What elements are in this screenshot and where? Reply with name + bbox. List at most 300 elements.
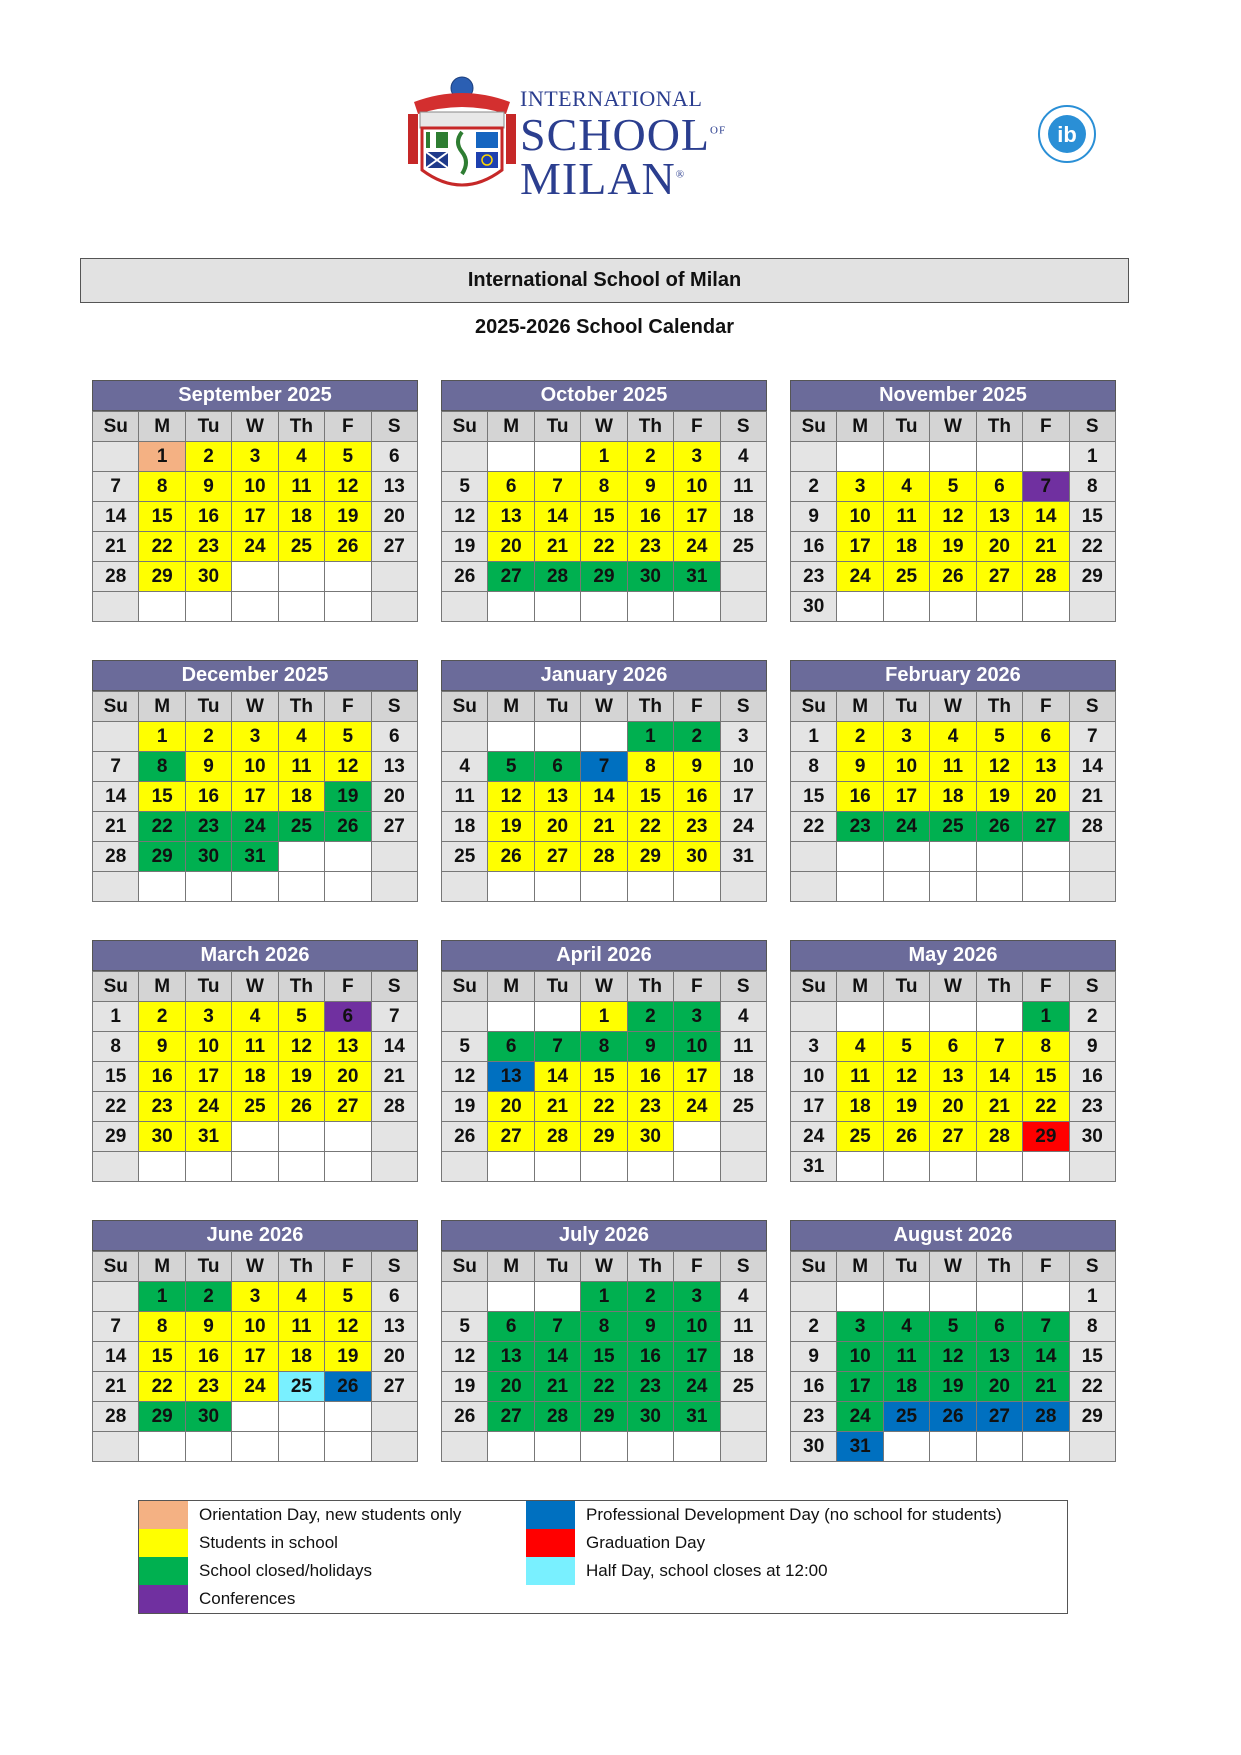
- day-cell: 28: [1069, 812, 1115, 842]
- day-cell: 15: [581, 1062, 627, 1092]
- day-cell: [720, 562, 766, 592]
- day-cell: 19: [325, 782, 371, 812]
- month-calendar: [790, 940, 1116, 1182]
- day-cell: 20: [371, 1342, 417, 1372]
- day-cell: [581, 592, 627, 622]
- day-cell: 4: [232, 1002, 278, 1032]
- week-row: [93, 532, 418, 562]
- day-cell: 6: [488, 472, 534, 502]
- weekday-header: S: [1069, 412, 1115, 442]
- day-cell: 28: [534, 562, 580, 592]
- day-cell: 20: [976, 1372, 1022, 1402]
- week-row: [442, 872, 767, 902]
- day-cell: 26: [442, 1402, 488, 1432]
- day-cell: 9: [139, 1032, 185, 1062]
- month-title: December 2025: [92, 660, 418, 691]
- weekday-header: Th: [627, 692, 673, 722]
- day-cell: 9: [627, 1312, 673, 1342]
- week-row: [791, 1372, 1116, 1402]
- week-row: [791, 1062, 1116, 1092]
- day-cell: 12: [488, 782, 534, 812]
- day-cell: [371, 1152, 417, 1182]
- day-cell: [627, 1152, 673, 1182]
- day-cell: [325, 1122, 371, 1152]
- day-cell: [278, 1402, 324, 1432]
- day-cell: 4: [278, 722, 324, 752]
- day-cell: [442, 592, 488, 622]
- day-cell: [93, 722, 139, 752]
- day-cell: 25: [883, 562, 929, 592]
- weekday-header: Su: [93, 1252, 139, 1282]
- weekday-header: Su: [791, 1252, 837, 1282]
- day-cell: 29: [93, 1122, 139, 1152]
- month-calendar: [790, 1220, 1116, 1462]
- ib-logo-icon: [1037, 104, 1097, 164]
- weekday-header: Th: [278, 692, 324, 722]
- day-cell: 27: [930, 1122, 976, 1152]
- week-row: [442, 1002, 767, 1032]
- day-cell: 17: [674, 1062, 720, 1092]
- day-cell: 23: [1069, 1092, 1115, 1122]
- day-cell: 1: [581, 1002, 627, 1032]
- day-cell: [581, 1152, 627, 1182]
- day-cell: 8: [1069, 472, 1115, 502]
- day-cell: [791, 1282, 837, 1312]
- day-cell: [278, 1152, 324, 1182]
- day-cell: 12: [442, 1062, 488, 1092]
- day-cell: 2: [139, 1002, 185, 1032]
- weekday-header: Tu: [883, 972, 929, 1002]
- legend-item-conference: [139, 1585, 295, 1613]
- day-cell: [488, 722, 534, 752]
- weekday-header-row: [791, 972, 1116, 1002]
- legend-item-graduation: [526, 1529, 705, 1557]
- weekday-header: Th: [627, 412, 673, 442]
- day-cell: 2: [791, 1312, 837, 1342]
- day-cell: 25: [930, 812, 976, 842]
- weekday-header: Su: [791, 412, 837, 442]
- day-cell: 27: [371, 532, 417, 562]
- week-row: [93, 842, 418, 872]
- day-cell: 27: [488, 562, 534, 592]
- weekday-header: Su: [442, 412, 488, 442]
- day-cell: 1: [791, 722, 837, 752]
- day-cell: 20: [976, 532, 1022, 562]
- day-cell: 13: [976, 1342, 1022, 1372]
- day-cell: [930, 842, 976, 872]
- day-cell: [930, 872, 976, 902]
- day-cell: 5: [325, 722, 371, 752]
- day-cell: 21: [1069, 782, 1115, 812]
- day-cell: 8: [791, 752, 837, 782]
- week-row: [791, 562, 1116, 592]
- day-cell: 2: [627, 442, 673, 472]
- day-cell: [1069, 592, 1115, 622]
- day-cell: 6: [371, 442, 417, 472]
- day-cell: 2: [627, 1282, 673, 1312]
- day-cell: [883, 592, 929, 622]
- week-row: [791, 1092, 1116, 1122]
- week-row: [791, 842, 1116, 872]
- day-cell: [325, 562, 371, 592]
- day-cell: 18: [720, 1342, 766, 1372]
- day-cell: [883, 842, 929, 872]
- day-cell: [488, 442, 534, 472]
- day-cell: [581, 722, 627, 752]
- week-row: [442, 752, 767, 782]
- day-cell: 30: [139, 1122, 185, 1152]
- weekday-header: Th: [976, 1252, 1022, 1282]
- day-cell: 9: [791, 502, 837, 532]
- day-cell: [232, 1122, 278, 1152]
- weekday-header: F: [1023, 692, 1069, 722]
- weekday-header-row: [442, 1252, 767, 1282]
- day-cell: 22: [791, 812, 837, 842]
- day-cell: 27: [1023, 812, 1069, 842]
- day-cell: [371, 842, 417, 872]
- week-row: [93, 1092, 418, 1122]
- weekday-header: W: [232, 412, 278, 442]
- weekday-header-row: [93, 1252, 418, 1282]
- day-cell: 11: [278, 472, 324, 502]
- legend-swatch-halfday: [526, 1557, 575, 1585]
- weekday-header: F: [674, 1252, 720, 1282]
- week-row: [442, 812, 767, 842]
- day-cell: 4: [720, 442, 766, 472]
- day-cell: 1: [1069, 442, 1115, 472]
- day-cell: 23: [791, 562, 837, 592]
- day-cell: 2: [185, 722, 231, 752]
- day-cell: 29: [581, 1122, 627, 1152]
- weekday-header: Th: [976, 972, 1022, 1002]
- day-cell: [278, 592, 324, 622]
- day-cell: [534, 1432, 580, 1462]
- day-cell: [139, 592, 185, 622]
- day-cell: 30: [185, 1402, 231, 1432]
- day-cell: 18: [883, 1372, 929, 1402]
- day-cell: 14: [976, 1062, 1022, 1092]
- week-row: [93, 752, 418, 782]
- day-cell: [976, 1282, 1022, 1312]
- day-cell: 18: [837, 1092, 883, 1122]
- day-cell: 18: [720, 502, 766, 532]
- day-cell: 15: [1069, 502, 1115, 532]
- weekday-header: Th: [278, 1252, 324, 1282]
- week-row: [442, 1032, 767, 1062]
- day-cell: 29: [1069, 562, 1115, 592]
- day-cell: 12: [325, 752, 371, 782]
- weekday-header: S: [720, 412, 766, 442]
- day-cell: [1023, 1432, 1069, 1462]
- day-cell: [720, 1122, 766, 1152]
- weekday-header: F: [325, 412, 371, 442]
- legend-label-closed: School closed/holidays: [199, 1561, 372, 1580]
- day-cell: 22: [139, 812, 185, 842]
- day-cell: 11: [883, 1342, 929, 1372]
- day-cell: 19: [930, 532, 976, 562]
- day-cell: [791, 842, 837, 872]
- day-cell: 31: [232, 842, 278, 872]
- day-cell: 20: [534, 812, 580, 842]
- weekday-header: Th: [627, 1252, 673, 1282]
- weekday-header: S: [371, 972, 417, 1002]
- day-cell: 25: [278, 532, 324, 562]
- day-cell: 1: [139, 722, 185, 752]
- day-cell: 24: [674, 532, 720, 562]
- day-cell: 13: [488, 1062, 534, 1092]
- day-cell: [837, 1152, 883, 1182]
- day-cell: 17: [791, 1092, 837, 1122]
- day-cell: 28: [93, 562, 139, 592]
- day-cell: [185, 1432, 231, 1462]
- day-cell: 2: [837, 722, 883, 752]
- day-cell: [791, 1002, 837, 1032]
- day-cell: 24: [232, 812, 278, 842]
- day-cell: [278, 842, 324, 872]
- day-cell: 30: [791, 592, 837, 622]
- day-cell: 26: [278, 1092, 324, 1122]
- day-cell: [325, 592, 371, 622]
- weekday-header: Tu: [883, 1252, 929, 1282]
- week-row: [791, 872, 1116, 902]
- weekday-header: Su: [442, 1252, 488, 1282]
- weekday-header: W: [581, 1252, 627, 1282]
- weekday-header-row: [93, 412, 418, 442]
- day-cell: 26: [976, 812, 1022, 842]
- month-title: May 2026: [790, 940, 1116, 971]
- month-title: September 2025: [92, 380, 418, 411]
- day-cell: 4: [278, 1282, 324, 1312]
- day-cell: 13: [371, 1312, 417, 1342]
- weekday-header: Tu: [883, 692, 929, 722]
- month-grid: [92, 1251, 418, 1462]
- day-cell: 15: [139, 502, 185, 532]
- day-cell: 21: [534, 532, 580, 562]
- day-cell: [1069, 842, 1115, 872]
- page-title: International School of Milan: [80, 258, 1129, 303]
- day-cell: 3: [837, 1312, 883, 1342]
- day-cell: 19: [442, 1092, 488, 1122]
- weekday-header: M: [139, 412, 185, 442]
- week-row: [93, 1402, 418, 1432]
- day-cell: 22: [1023, 1092, 1069, 1122]
- day-cell: 4: [883, 1312, 929, 1342]
- week-row: [791, 1282, 1116, 1312]
- weekday-header: W: [581, 692, 627, 722]
- day-cell: 17: [674, 502, 720, 532]
- week-row: [442, 1282, 767, 1312]
- day-cell: 16: [837, 782, 883, 812]
- day-cell: 31: [674, 1402, 720, 1432]
- day-cell: [1069, 1432, 1115, 1462]
- legend-item-halfday: [526, 1557, 828, 1585]
- day-cell: 1: [1069, 1282, 1115, 1312]
- weekday-header: W: [930, 1252, 976, 1282]
- weekday-header: W: [930, 692, 976, 722]
- day-cell: [976, 842, 1022, 872]
- weekday-header: F: [1023, 972, 1069, 1002]
- day-cell: 3: [674, 1002, 720, 1032]
- day-cell: 29: [139, 1402, 185, 1432]
- day-cell: 7: [93, 1312, 139, 1342]
- week-row: [93, 1122, 418, 1152]
- day-cell: 12: [442, 1342, 488, 1372]
- day-cell: [930, 1152, 976, 1182]
- legend-swatch-graduation: [526, 1529, 575, 1557]
- day-cell: 25: [837, 1122, 883, 1152]
- weekday-header-row: [791, 692, 1116, 722]
- day-cell: 21: [1023, 1372, 1069, 1402]
- day-cell: 14: [93, 502, 139, 532]
- month-calendar: [790, 380, 1116, 622]
- weekday-header-row: [442, 692, 767, 722]
- day-cell: 28: [534, 1122, 580, 1152]
- weekday-header: Th: [976, 412, 1022, 442]
- day-cell: [837, 1002, 883, 1032]
- month-title: July 2026: [441, 1220, 767, 1251]
- day-cell: 19: [325, 502, 371, 532]
- day-cell: 10: [674, 1312, 720, 1342]
- day-cell: 12: [930, 502, 976, 532]
- week-row: [791, 1122, 1116, 1152]
- week-row: [93, 812, 418, 842]
- day-cell: [232, 1402, 278, 1432]
- weekday-header: W: [581, 412, 627, 442]
- day-cell: 27: [488, 1402, 534, 1432]
- day-cell: 11: [720, 1312, 766, 1342]
- weekday-header: M: [837, 692, 883, 722]
- day-cell: 3: [791, 1032, 837, 1062]
- month-calendar: [441, 1220, 767, 1462]
- day-cell: 8: [1069, 1312, 1115, 1342]
- day-cell: 14: [1069, 752, 1115, 782]
- day-cell: [139, 1432, 185, 1462]
- day-cell: [720, 1152, 766, 1182]
- day-cell: 11: [720, 1032, 766, 1062]
- day-cell: [442, 722, 488, 752]
- day-cell: 16: [1069, 1062, 1115, 1092]
- week-row: [93, 1002, 418, 1032]
- day-cell: 2: [1069, 1002, 1115, 1032]
- day-cell: 23: [837, 812, 883, 842]
- day-cell: 21: [976, 1092, 1022, 1122]
- day-cell: [837, 592, 883, 622]
- day-cell: 23: [185, 1372, 231, 1402]
- week-row: [791, 1312, 1116, 1342]
- day-cell: [139, 1152, 185, 1182]
- day-cell: 31: [674, 562, 720, 592]
- day-cell: 10: [837, 502, 883, 532]
- day-cell: 23: [185, 812, 231, 842]
- day-cell: 21: [534, 1092, 580, 1122]
- day-cell: 5: [325, 442, 371, 472]
- day-cell: [837, 1282, 883, 1312]
- week-row: [93, 472, 418, 502]
- day-cell: 8: [581, 1032, 627, 1062]
- day-cell: 27: [371, 1372, 417, 1402]
- weekday-header: S: [371, 412, 417, 442]
- weekday-header: W: [232, 1252, 278, 1282]
- day-cell: 4: [442, 752, 488, 782]
- day-cell: 5: [930, 1312, 976, 1342]
- day-cell: [325, 842, 371, 872]
- day-cell: 7: [93, 472, 139, 502]
- day-cell: 31: [791, 1152, 837, 1182]
- weekday-header: S: [371, 692, 417, 722]
- day-cell: [371, 1402, 417, 1432]
- week-row: [791, 812, 1116, 842]
- day-cell: 28: [976, 1122, 1022, 1152]
- weekday-header: W: [930, 412, 976, 442]
- day-cell: 22: [627, 812, 673, 842]
- day-cell: 1: [139, 442, 185, 472]
- day-cell: 21: [1023, 532, 1069, 562]
- day-cell: 17: [720, 782, 766, 812]
- day-cell: 19: [442, 532, 488, 562]
- day-cell: 12: [278, 1032, 324, 1062]
- day-cell: [185, 1152, 231, 1182]
- day-cell: 12: [883, 1062, 929, 1092]
- day-cell: 18: [442, 812, 488, 842]
- day-cell: 13: [976, 502, 1022, 532]
- day-cell: 16: [139, 1062, 185, 1092]
- day-cell: 17: [883, 782, 929, 812]
- month-grid: [441, 411, 767, 622]
- day-cell: 31: [720, 842, 766, 872]
- day-cell: [627, 872, 673, 902]
- day-cell: 10: [883, 752, 929, 782]
- weekday-header: M: [488, 1252, 534, 1282]
- day-cell: 25: [232, 1092, 278, 1122]
- day-cell: [232, 872, 278, 902]
- month-title: April 2026: [441, 940, 767, 971]
- day-cell: 10: [232, 1312, 278, 1342]
- day-cell: 27: [976, 1402, 1022, 1432]
- day-cell: 11: [837, 1062, 883, 1092]
- day-cell: 2: [185, 1282, 231, 1312]
- day-cell: 16: [791, 1372, 837, 1402]
- weekday-header: W: [232, 692, 278, 722]
- week-row: [791, 1402, 1116, 1432]
- day-cell: [791, 872, 837, 902]
- day-cell: 30: [185, 562, 231, 592]
- day-cell: 20: [488, 532, 534, 562]
- weekday-header: W: [581, 972, 627, 1002]
- month-calendar: [92, 940, 418, 1182]
- day-cell: 9: [627, 472, 673, 502]
- month-grid: [790, 691, 1116, 902]
- day-cell: 23: [627, 1372, 673, 1402]
- day-cell: 12: [442, 502, 488, 532]
- weekday-header-row: [93, 972, 418, 1002]
- week-row: [93, 1342, 418, 1372]
- day-cell: 5: [278, 1002, 324, 1032]
- day-cell: [976, 872, 1022, 902]
- day-cell: 10: [232, 472, 278, 502]
- month-calendar: [441, 940, 767, 1182]
- week-row: [442, 1372, 767, 1402]
- day-cell: 7: [1023, 1312, 1069, 1342]
- weekday-header: Tu: [185, 412, 231, 442]
- day-cell: 18: [278, 502, 324, 532]
- day-cell: 5: [442, 1032, 488, 1062]
- day-cell: 1: [1023, 1002, 1069, 1032]
- day-cell: 9: [837, 752, 883, 782]
- day-cell: [930, 1282, 976, 1312]
- day-cell: 22: [581, 532, 627, 562]
- legend-swatch-closed: [139, 1557, 188, 1585]
- weekday-header: Tu: [185, 692, 231, 722]
